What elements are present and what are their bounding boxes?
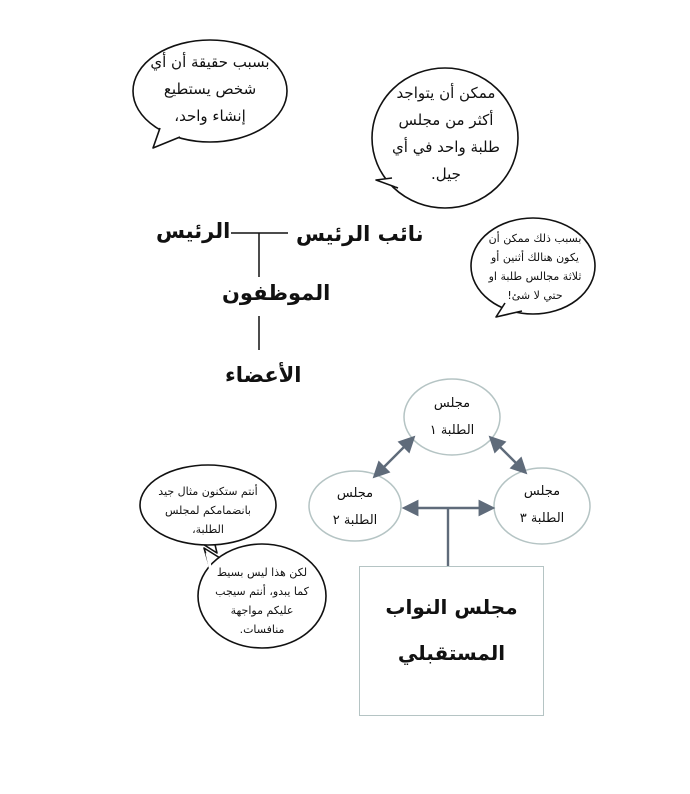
bubble-count: بسبب ذلك ممكن أن يكون هنالك أثنين أو ثلاثة مجالس طلبة او حتي لا شئ!	[488, 232, 582, 302]
future-council-label: مجلس النواب المستقبلي	[385, 595, 518, 665]
vice-president-label: نائب الرئيس	[296, 222, 424, 246]
members-label: الأعضاء	[225, 363, 302, 387]
bubble-example: أنتم ستكنون مثال جيد بانضمامكم لمجلس الطلبة،	[158, 485, 258, 536]
president-label: الرئيس	[156, 219, 231, 243]
council-3-label: مجلس الطلبة ٣	[519, 484, 565, 526]
bubble-competition: لكن هذا ليس بسيط كما يبدو، أنتم سيجب عليكم مواجهة منافسات.	[215, 566, 309, 636]
staff-label: الموظفون	[222, 281, 331, 305]
bubble-anyone: بسبب حقيقة أن أي شخص يستطيع إنشاء واحد،	[150, 53, 270, 125]
council-1-label: مجلس الطلبة ١	[429, 396, 475, 438]
bubble-multiple: ممكن أن يتواجد أكثر من مجلس طلبة واحد في أي جيل.	[392, 84, 500, 183]
council-2-label: مجلس الطلبة ٢	[332, 486, 378, 528]
